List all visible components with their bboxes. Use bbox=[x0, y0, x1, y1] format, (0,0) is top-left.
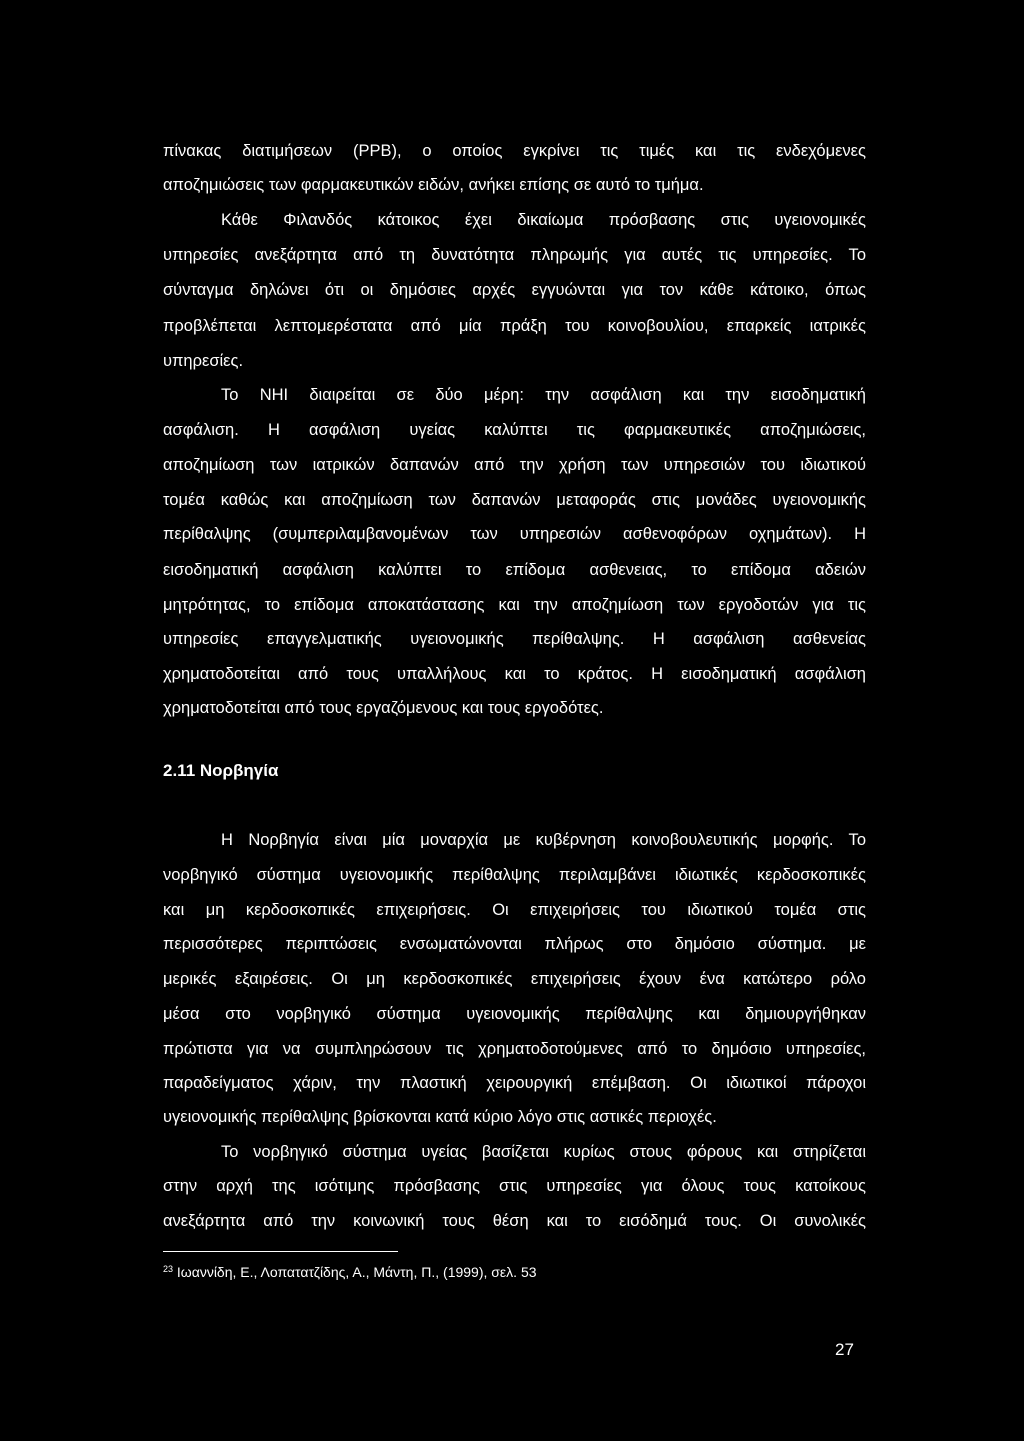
section-heading: 2.11 Νορβηγία bbox=[163, 761, 279, 780]
footnote-separator bbox=[163, 1251, 398, 1252]
paragraph-1-line: πίνακας διατιμήσεων (PPB), ο οποίος εγκρίνει τις τιμές και τις ενδεχόμενες bbox=[163, 142, 866, 160]
paragraph-3-line: εισοδηματική ασφάλιση καλύπτει το επίδομα ασθενειας, το επίδομα αδειών bbox=[163, 561, 866, 579]
footnote bbox=[163, 1263, 537, 1281]
paragraph-3-line: περίθαλψης (συμπεριλαμβανομένων των υπηρεσιών ασθενοφόρων οχημάτων). Η bbox=[163, 525, 866, 543]
paragraph-3-line: χρηματοδοτείται από τους υπαλλήλους και το κράτος. Η εισοδηματική ασφάλιση bbox=[163, 665, 866, 683]
footnote-number: 23 bbox=[163, 1264, 174, 1274]
paragraph-5-line: ανεξάρτητα από την κοινωνική τους θέση και το εισόδημά τους. Οι συνολικές bbox=[163, 1212, 866, 1230]
paragraph-2-line: υπηρεσίες. bbox=[163, 352, 244, 370]
paragraph-3-line: υπηρεσίες επαγγελματικής υγειονομικής περίθαλψης. Η ασφάλιση ασθενείας bbox=[163, 630, 866, 648]
paragraph-4-line: μερικές εξαιρέσεις. Οι μη κερδοσκοπικές επιχειρήσεις έχουν ένα κατώτερο ρόλο bbox=[163, 970, 866, 988]
paragraph-5-line: Το νορβηγικό σύστημα υγείας βασίζεται κυρίως στους φόρους και στηρίζεται bbox=[221, 1143, 866, 1161]
footnote-text: Ιωαννίδη, Ε., Λοπατατζίδης, Α., Μάντη, Π., (1999), σελ. 53 bbox=[176, 1264, 537, 1280]
paragraph-4-line: νορβηγικό σύστημα υγειονομικής περίθαλψης περιλαμβάνει ιδιωτικές κερδοσκοπικές bbox=[163, 866, 866, 884]
paragraph-2-line: προβλέπεται λεπτομερέστατα από μία πράξη του κοινοβουλίου, επαρκείς ιατρικές bbox=[163, 317, 866, 335]
paragraph-3-line: μητρότητας, το επίδομα αποκατάστασης και την αποζημίωση των εργοδοτών για τις bbox=[163, 596, 866, 614]
paragraph-3-line: χρηματοδοτείται από τους εργαζόμενους και τους εργοδότες. bbox=[163, 699, 604, 717]
paragraph-2-line: υπηρεσίες ανεξάρτητα από τη δυνατότητα πληρωμής για αυτές τις υπηρεσίες. Το bbox=[163, 246, 866, 264]
page-number: 27 bbox=[835, 1340, 854, 1359]
paragraph-3-line: ασφάλιση. Η ασφάλιση υγείας καλύπτει τις φαρμακευτικές αποζημιώσεις, bbox=[163, 421, 866, 439]
paragraph-4-line: και μη κερδοσκοπικές επιχειρήσεις. Οι επιχειρήσεις του ιδιωτικού τομέα στις bbox=[163, 901, 866, 919]
paragraph-4-line: μέσα στο νορβηγικό σύστημα υγειονομικής περίθαλψης και δημιουργήθηκαν bbox=[163, 1005, 866, 1023]
paragraph-3-line: αποζημίωση των ιατρικών δαπανών από την χρήση των υπηρεσιών του ιδιωτικού bbox=[163, 456, 866, 474]
paragraph-4-line: παραδείγματος χάριν, την πλαστική χειρουργική επέμβαση. Οι ιδιωτικοί πάροχοι bbox=[163, 1074, 866, 1092]
paragraph-4-line: περισσότερες περιπτώσεις ενσωματώνονται πλήρως στο δημόσιο σύστημα. με bbox=[163, 935, 866, 953]
paragraph-2-line: Κάθε Φιλανδός κάτοικος έχει δικαίωμα πρόσβασης στις υγειονομικές bbox=[221, 211, 866, 229]
paragraph-1-line: αποζημιώσεις των φαρμακευτικών ειδών, ανήκει επίσης σε αυτό το τμήμα. bbox=[163, 176, 704, 194]
paragraph-3-line: τομέα καθώς και αποζημίωση των δαπανών μεταφοράς στις μονάδες υγειονομικής bbox=[163, 491, 866, 509]
paragraph-2-line: σύνταγμα δηλώνει ότι οι δημόσιες αρχές εγγυώνται για τον κάθε κάτοικο, όπως bbox=[163, 281, 866, 299]
paragraph-4-line: Η Νορβηγία είναι μία μοναρχία με κυβέρνηση κοινοβουλευτικής μορφής. Το bbox=[221, 831, 866, 849]
paragraph-4-line: υγειονομικής περίθαλψης βρίσκονται κατά κύριο λόγο στις αστικές περιοχές. bbox=[163, 1108, 717, 1126]
paragraph-5-line: στην αρχή της ισότιμης πρόσβασης στις υπηρεσίες για όλους τους κατοίκους bbox=[163, 1177, 866, 1195]
paragraph-4-line: πρώτιστα για να συμπληρώσουν τις χρηματοδοτούμενες από το δημόσιο υπηρεσίες, bbox=[163, 1040, 866, 1058]
paragraph-3-line: Το NHI διαιρείται σε δύο μέρη: την ασφάλιση και την εισοδηματική bbox=[221, 386, 866, 404]
